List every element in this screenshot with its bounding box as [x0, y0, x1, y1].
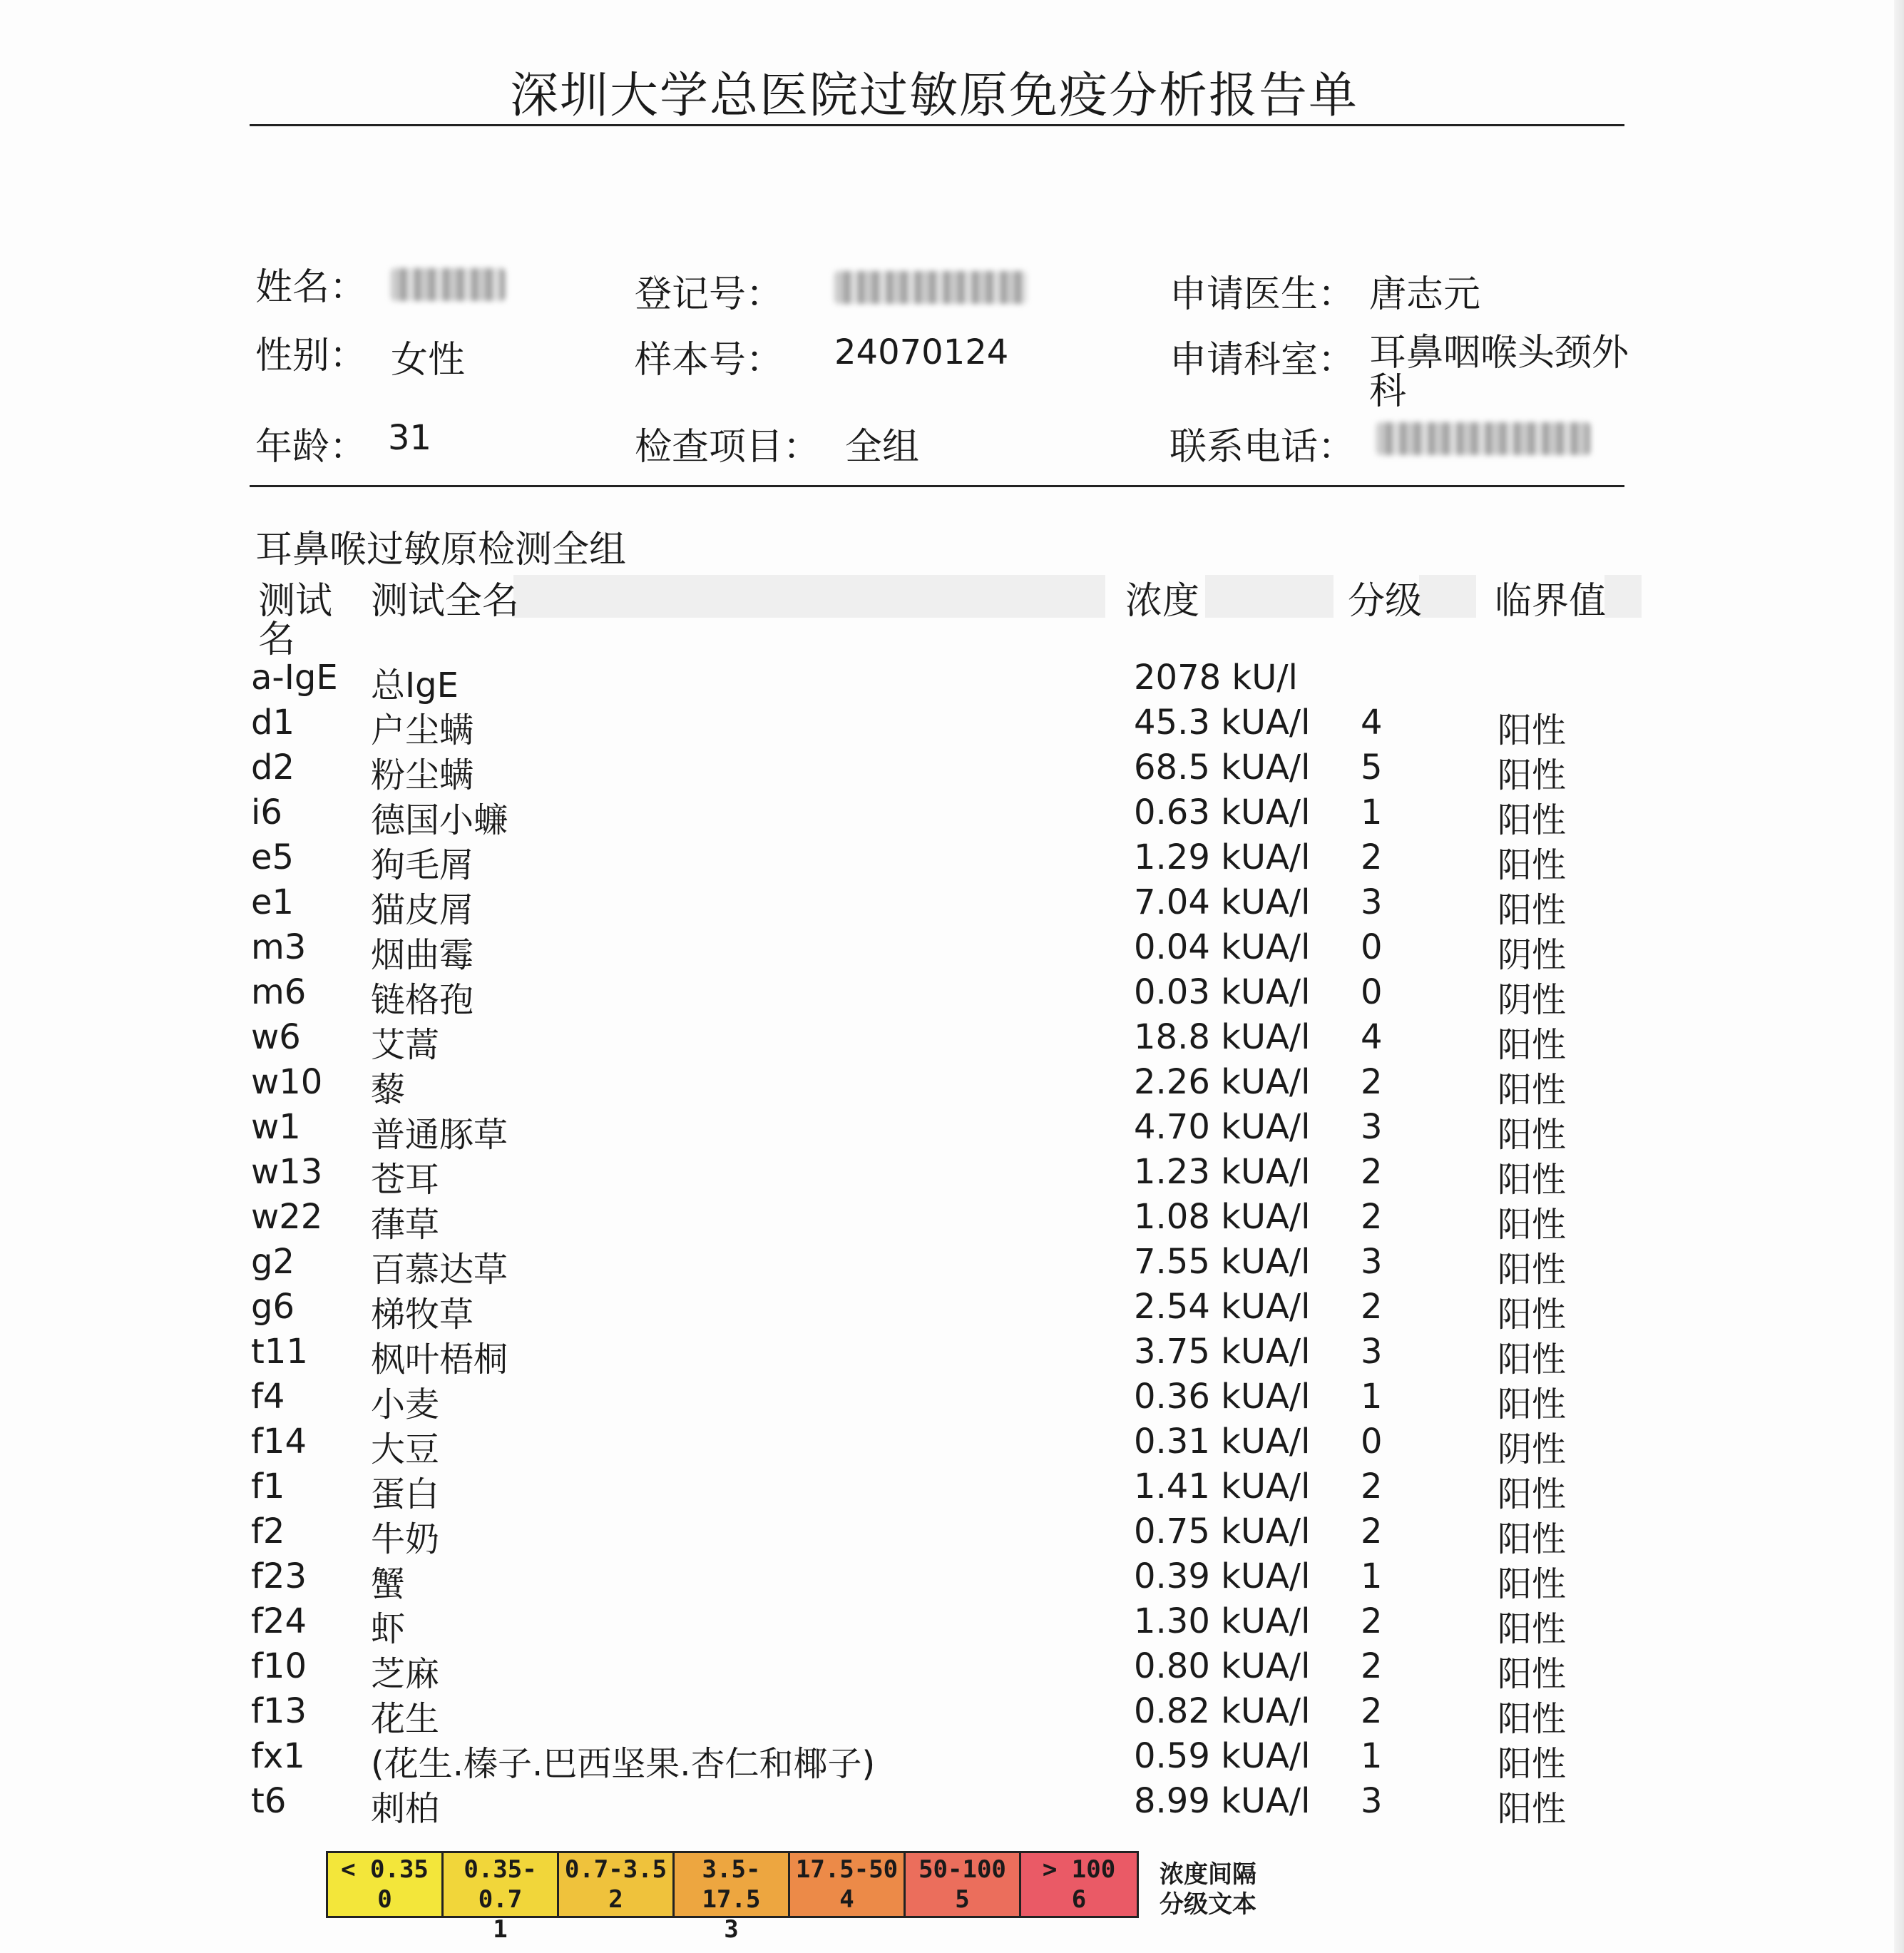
legend-note-grade: 分级文本	[1160, 1890, 1256, 1919]
row-grade: 1	[1361, 1377, 1383, 1417]
row-concentration: 0.04 kUA/l	[1134, 927, 1311, 967]
row-result: 阳性	[1498, 845, 1567, 885]
row-name: 花生	[371, 1699, 440, 1739]
row-name: 狗毛屑	[371, 845, 474, 885]
row-grade: 2	[1361, 837, 1383, 877]
table-row	[0, 1422, 1904, 1467]
name-redacted	[391, 268, 505, 301]
row-concentration: 1.29 kUA/l	[1134, 837, 1311, 877]
sex-label: 性别：	[255, 335, 367, 377]
row-name: 枫叶梧桐	[371, 1340, 508, 1380]
row-name: 粉尘螨	[371, 755, 474, 795]
row-grade: 4	[1361, 703, 1383, 743]
row-concentration: 4.70 kUA/l	[1134, 1107, 1311, 1147]
legend-cell	[328, 1853, 444, 1916]
table-row	[0, 792, 1904, 840]
doctor-value: 唐志元	[1369, 273, 1481, 316]
legend-cell	[675, 1853, 790, 1944]
header-shade-grade	[1419, 575, 1476, 618]
row-concentration: 0.63 kUA/l	[1134, 792, 1311, 832]
row-name: 户尘螨	[371, 710, 474, 750]
table-row	[0, 703, 1904, 748]
table-row	[0, 1736, 1904, 1784]
legend-grade: 2	[608, 1885, 623, 1914]
section-title: 耳鼻喉过敏原检测全组	[255, 529, 627, 571]
row-concentration: 3.75 kUA/l	[1134, 1332, 1311, 1372]
row-code: d2	[251, 748, 295, 787]
row-grade: 3	[1361, 1332, 1383, 1372]
row-grade: 2	[1361, 1646, 1383, 1686]
row-grade: 0	[1361, 927, 1383, 967]
row-concentration: 1.41 kUA/l	[1134, 1467, 1311, 1506]
name-label: 姓名：	[255, 266, 367, 309]
row-grade: 3	[1361, 1242, 1383, 1282]
row-result: 阳性	[1498, 1250, 1567, 1290]
row-result: 阳性	[1498, 710, 1567, 750]
row-grade: 3	[1361, 882, 1383, 922]
table-row	[0, 658, 1904, 703]
row-name: (花生.榛子.巴西坚果.杏仁和椰子)	[371, 1744, 876, 1784]
row-grade: 3	[1361, 1107, 1383, 1147]
row-code: f2	[251, 1511, 285, 1551]
row-code: w22	[251, 1197, 323, 1237]
row-grade: 1	[1361, 1736, 1383, 1776]
table-row	[0, 972, 1904, 1020]
row-code: m6	[251, 972, 307, 1012]
row-concentration: 1.23 kUA/l	[1134, 1152, 1311, 1192]
row-code: f24	[251, 1601, 307, 1641]
legend-range: > 100	[1042, 1855, 1116, 1884]
row-grade: 2	[1361, 1691, 1383, 1731]
dept-value-line2: 科	[1369, 370, 1407, 413]
legend-range: 0.35-0.7	[464, 1855, 537, 1914]
row-name: 普通豚草	[371, 1115, 508, 1155]
table-row	[0, 1691, 1904, 1739]
row-code: w10	[251, 1062, 323, 1102]
row-code: f10	[251, 1646, 307, 1686]
row-name: 蟹	[371, 1564, 406, 1604]
legend-range: < 0.35	[341, 1855, 429, 1884]
row-grade: 2	[1361, 1511, 1383, 1551]
row-result: 阳性	[1498, 1385, 1567, 1424]
row-name: 链格孢	[371, 980, 474, 1020]
phone-redacted	[1376, 422, 1590, 455]
row-grade: 0	[1361, 1422, 1383, 1462]
row-grade: 2	[1361, 1062, 1383, 1102]
dept-value-line1: 耳鼻咽喉头颈外	[1369, 332, 1629, 374]
row-name: 刺柏	[371, 1789, 440, 1829]
legend-range: 0.7-3.5	[564, 1855, 667, 1884]
header-concentration: 浓度	[1125, 580, 1200, 623]
row-name: 大豆	[371, 1429, 440, 1469]
header-grade: 分级	[1348, 580, 1423, 623]
reg-redacted	[834, 271, 1027, 304]
doctor-label: 申请医生：	[1169, 273, 1356, 316]
row-code: f1	[251, 1467, 285, 1506]
table-row	[0, 1062, 1904, 1110]
age-label: 年龄：	[255, 426, 367, 469]
row-code: w13	[251, 1152, 323, 1192]
sample-value: 24070124	[834, 332, 1009, 372]
table-row	[0, 837, 1904, 885]
row-concentration: 0.59 kUA/l	[1134, 1736, 1311, 1776]
row-grade: 0	[1361, 972, 1383, 1012]
legend-range: 3.5-17.5	[702, 1855, 761, 1914]
legend-cell	[444, 1853, 559, 1944]
legend-grade: 4	[839, 1885, 854, 1914]
table-row	[0, 1332, 1904, 1380]
row-concentration: 7.04 kUA/l	[1134, 882, 1311, 922]
row-result: 阴性	[1498, 935, 1567, 975]
table-row	[0, 1781, 1904, 1829]
row-name: 蛋白	[371, 1474, 440, 1514]
sample-label: 样本号：	[635, 339, 784, 382]
row-result: 阳性	[1498, 1744, 1567, 1784]
row-concentration: 0.80 kUA/l	[1134, 1646, 1311, 1686]
row-result: 阳性	[1498, 1609, 1567, 1649]
row-result: 阳性	[1498, 1519, 1567, 1559]
row-grade: 3	[1361, 1781, 1383, 1821]
row-code: i6	[251, 792, 282, 832]
row-concentration: 0.36 kUA/l	[1134, 1377, 1311, 1417]
row-result: 阳性	[1498, 890, 1567, 930]
row-code: d1	[251, 703, 295, 743]
table-row	[0, 882, 1904, 930]
row-result: 阳性	[1498, 800, 1567, 840]
row-name: 艾蒿	[371, 1025, 440, 1065]
table-row	[0, 1197, 1904, 1245]
row-name: 虾	[371, 1609, 406, 1649]
legend-cell	[559, 1853, 675, 1916]
row-grade: 2	[1361, 1152, 1383, 1192]
row-grade: 5	[1361, 748, 1383, 787]
row-name: 藜	[371, 1070, 406, 1110]
table-row	[0, 1107, 1904, 1155]
row-code: a-IgE	[251, 658, 338, 698]
row-concentration: 7.55 kUA/l	[1134, 1242, 1311, 1282]
row-concentration: 68.5 kUA/l	[1134, 748, 1311, 787]
row-result: 阴性	[1498, 980, 1567, 1020]
table-row	[0, 1152, 1904, 1200]
row-name: 葎草	[371, 1205, 440, 1245]
row-result: 阳性	[1498, 1115, 1567, 1155]
row-result: 阳性	[1498, 1160, 1567, 1200]
row-name: 德国小蠊	[371, 800, 508, 840]
row-result: 阳性	[1498, 1789, 1567, 1829]
row-concentration: 18.8 kUA/l	[1134, 1017, 1311, 1057]
row-result: 阳性	[1498, 1070, 1567, 1110]
legend-grade: 0	[377, 1885, 392, 1914]
row-concentration: 2.54 kUA/l	[1134, 1287, 1311, 1327]
row-concentration: 0.03 kUA/l	[1134, 972, 1311, 1012]
row-concentration: 2078 kU/l	[1134, 658, 1298, 698]
header-fullname: 测试全名	[371, 580, 520, 623]
row-concentration: 0.31 kUA/l	[1134, 1422, 1311, 1462]
header-code-line1: 测试	[258, 580, 333, 623]
row-result: 阳性	[1498, 1654, 1567, 1694]
row-name: 芝麻	[371, 1654, 440, 1694]
row-result: 阴性	[1498, 1429, 1567, 1469]
row-code: f23	[251, 1556, 307, 1596]
row-code: f13	[251, 1691, 307, 1731]
row-result: 阳性	[1498, 1699, 1567, 1739]
row-concentration: 1.30 kUA/l	[1134, 1601, 1311, 1641]
table-row	[0, 1377, 1904, 1422]
legend-range: 17.5-50	[795, 1855, 899, 1884]
header-code-line2: 名	[258, 618, 296, 661]
row-code: g2	[251, 1242, 295, 1282]
row-grade: 1	[1361, 1556, 1383, 1596]
row-name: 猫皮屑	[371, 890, 474, 930]
row-result: 阳性	[1498, 1205, 1567, 1245]
row-grade: 2	[1361, 1601, 1383, 1641]
legend-range: 50-100	[918, 1855, 1006, 1884]
legend-cell	[790, 1853, 906, 1916]
legend-cell	[1021, 1853, 1137, 1916]
row-result: 阳性	[1498, 1564, 1567, 1604]
row-code: t6	[251, 1781, 287, 1821]
table-row	[0, 1511, 1904, 1559]
row-name: 牛奶	[371, 1519, 440, 1559]
legend-grade: 5	[955, 1885, 970, 1914]
table-row	[0, 1017, 1904, 1065]
report-title: 深圳大学总医院过敏原免疫分析报告单	[509, 68, 1358, 124]
table-row	[0, 1242, 1904, 1290]
row-grade: 4	[1361, 1017, 1383, 1057]
row-name: 小麦	[371, 1385, 440, 1424]
table-row	[0, 1287, 1904, 1335]
age-value: 31	[388, 418, 432, 458]
row-grade: 1	[1361, 792, 1383, 832]
table-row	[0, 1556, 1904, 1604]
row-concentration: 0.75 kUA/l	[1134, 1511, 1311, 1551]
row-code: e1	[251, 882, 295, 922]
grade-legend	[326, 1851, 1139, 1944]
row-grade: 2	[1361, 1197, 1383, 1237]
phone-label: 联系电话：	[1169, 426, 1356, 469]
row-result: 阳性	[1498, 1340, 1567, 1380]
row-concentration: 0.39 kUA/l	[1134, 1556, 1311, 1596]
sex-value: 女性	[391, 339, 466, 382]
row-name: 苍耳	[371, 1160, 440, 1200]
title-divider	[250, 124, 1624, 126]
row-result: 阳性	[1498, 1025, 1567, 1065]
row-name: 梯牧草	[371, 1295, 474, 1335]
row-code: w1	[251, 1107, 301, 1147]
reg-label: 登记号：	[635, 273, 784, 316]
item-label: 检查项目：	[635, 426, 821, 469]
legend-grade: 1	[493, 1915, 508, 1944]
row-code: m3	[251, 927, 307, 967]
info-divider	[250, 485, 1624, 487]
row-name: 烟曲霉	[371, 935, 474, 975]
row-code: g6	[251, 1287, 295, 1327]
table-row	[0, 1646, 1904, 1694]
row-result: 阳性	[1498, 755, 1567, 795]
table-row	[0, 1601, 1904, 1649]
table-row	[0, 1467, 1904, 1514]
row-grade: 2	[1361, 1467, 1383, 1506]
header-shade-conc	[1205, 575, 1334, 618]
legend-note-range: 浓度间隔	[1160, 1860, 1256, 1889]
legend-cell	[906, 1853, 1021, 1916]
header-shade-fullname	[513, 575, 1105, 618]
row-code: f4	[251, 1377, 285, 1417]
table-row	[0, 748, 1904, 795]
row-code: w6	[251, 1017, 301, 1057]
row-concentration: 45.3 kUA/l	[1134, 703, 1311, 743]
row-concentration: 2.26 kUA/l	[1134, 1062, 1311, 1102]
dept-label: 申请科室：	[1169, 339, 1356, 382]
row-result: 阳性	[1498, 1474, 1567, 1514]
header-shade-threshold	[1604, 575, 1642, 618]
row-code: f14	[251, 1422, 307, 1462]
row-name: 百慕达草	[371, 1250, 508, 1290]
legend-grade: 3	[724, 1915, 739, 1944]
row-concentration: 0.82 kUA/l	[1134, 1691, 1311, 1731]
table-row	[0, 927, 1904, 975]
row-concentration: 8.99 kUA/l	[1134, 1781, 1311, 1821]
legend-grade: 6	[1071, 1885, 1087, 1914]
row-name: 总IgE	[371, 666, 459, 705]
row-concentration: 1.08 kUA/l	[1134, 1197, 1311, 1237]
row-code: e5	[251, 837, 295, 877]
row-code: fx1	[251, 1736, 305, 1776]
row-result: 阳性	[1498, 1295, 1567, 1335]
header-threshold: 临界值	[1495, 580, 1607, 623]
item-value: 全组	[845, 426, 920, 469]
row-code: t11	[251, 1332, 308, 1372]
row-grade: 2	[1361, 1287, 1383, 1327]
